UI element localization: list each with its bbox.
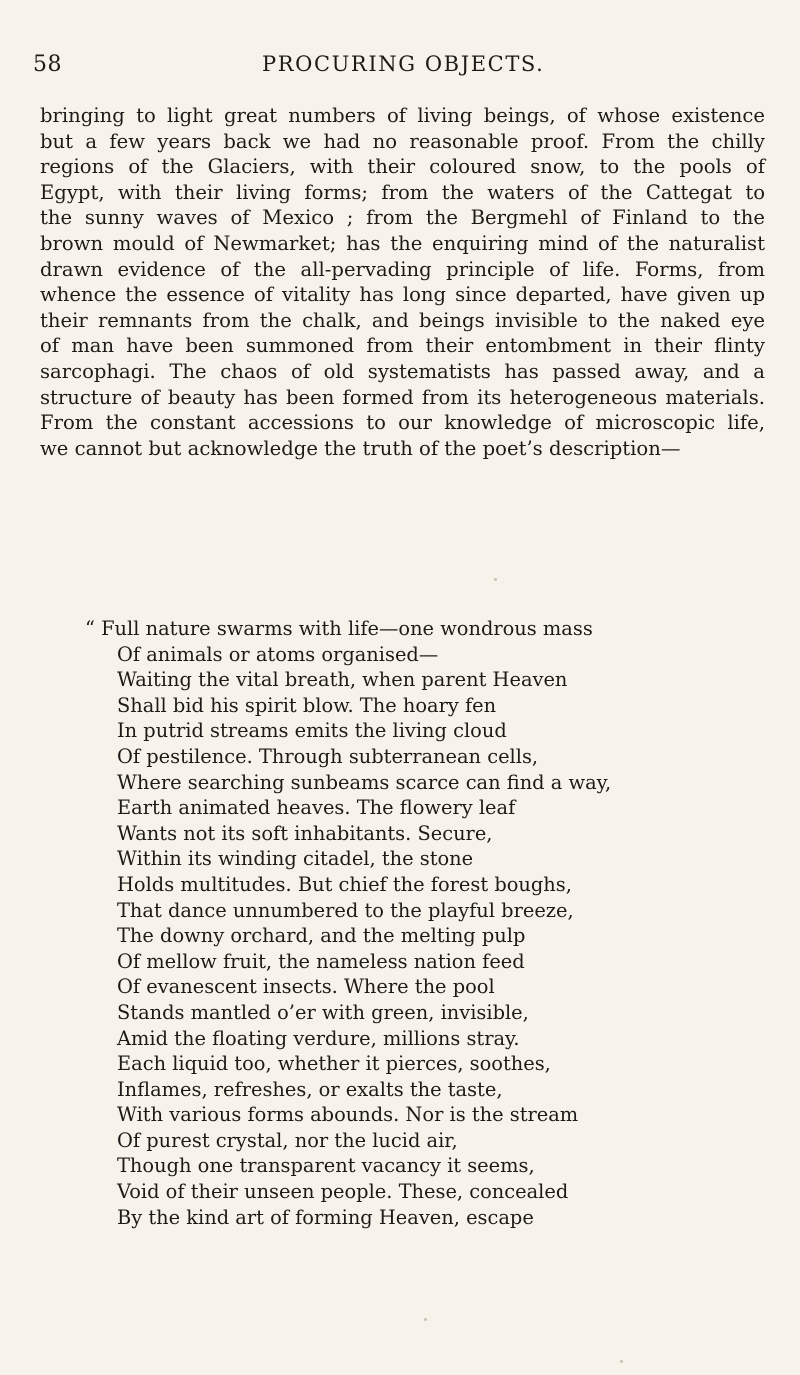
paper-speck [424, 1318, 427, 1321]
prose-line: From the constant accessions to our knowledge of microscopic life, [40, 411, 765, 435]
poem-line: Of evanescent insects. Where the pool [117, 975, 495, 999]
poem-line: Within its winding citadel, the stone [117, 847, 474, 871]
poem-line: Of mellow fruit, the nameless nation feed [117, 949, 525, 973]
poem-line: Of pestilence. Through subterranean cells, [117, 744, 539, 768]
prose-line: their remnants from the chalk, and beings invisible to the naked eye [40, 308, 765, 332]
poem-line: Wants not its soft inhabitants. Secure, [117, 821, 493, 845]
poem-line: By the kind art of forming Heaven, escape [117, 1205, 534, 1229]
poem-line: Amid the floating verdure, millions stray. [117, 1026, 520, 1050]
prose-paragraph [40, 103, 765, 461]
poem-line: Stands mantled o’er with green, invisible, [117, 1000, 529, 1024]
poem-line: Of purest crystal, nor the lucid air, [117, 1128, 458, 1152]
poem-line: Holds multitudes. But chief the forest boughs, [117, 872, 572, 896]
prose-line: whence the essence of vitality has long since departed, have given up [40, 283, 765, 307]
poem-line: Though one transparent vacancy it seems, [117, 1154, 535, 1178]
poem-line: Earth animated heaves. The flowery leaf [117, 796, 516, 820]
prose-line: brown mould of Newmarket; has the enquiring mind of the naturalist [40, 231, 765, 255]
prose-line: drawn evidence of the all-pervading principle of life. Forms, from [40, 257, 765, 281]
prose-line: Egypt, with their living forms; from the waters of the Cattegat to [40, 180, 765, 204]
prose-line: bringing to light great numbers of living beings, of whose existence [40, 104, 765, 127]
prose-line: sarcophagi. The chaos of old systematists has passed away, and a [40, 359, 765, 383]
poem-line: In putrid streams emits the living cloud [117, 719, 507, 743]
prose-line: of man have been summoned from their entombment in their flinty [40, 334, 765, 358]
poem-line: That dance unnumbered to the playful breeze, [117, 898, 574, 922]
poem-line: Where searching sunbeams scarce can find a way, [117, 770, 612, 794]
poem-line: Waiting the vital breath, when parent Heaven [117, 668, 568, 692]
running-title: PROCURING OBJECTS. [262, 52, 545, 76]
poem-quotation [85, 616, 685, 1230]
poem-line: Inflames, refreshes, or exalts the taste, [117, 1077, 503, 1101]
page-header [0, 52, 800, 92]
poem-line: The downy orchard, and the melting pulp [117, 924, 526, 948]
poem-line: Void of their unseen people. These, concealed [117, 1180, 569, 1204]
poem-line: Shall bid his spirit blow. The hoary fen [117, 693, 497, 717]
prose-line: regions of the Glaciers, with their coloured snow, to the pools of [40, 155, 765, 179]
prose-line: but a few years back we had no reasonable proof. From the chilly [40, 129, 765, 153]
prose-line: the sunny waves of Mexico ; from the Bergmehl of Finland to the [40, 206, 765, 230]
poem-line: Each liquid too, whether it pierces, soothes, [117, 1052, 551, 1076]
prose-line: structure of beauty has been formed from its heterogeneous materials. [40, 385, 765, 409]
paper-speck [620, 1360, 623, 1363]
poem-line: With various forms abounds. Nor is the stream [117, 1103, 579, 1127]
paper-speck [494, 578, 497, 581]
page-number: 58 [33, 52, 62, 77]
poem-line: Of animals or atoms organised— [117, 642, 439, 666]
prose-line: we cannot but acknowledge the truth of the poet’s description— [40, 436, 681, 460]
poem-line: “ Full nature swarms with life—one wondrous mass [85, 617, 593, 640]
